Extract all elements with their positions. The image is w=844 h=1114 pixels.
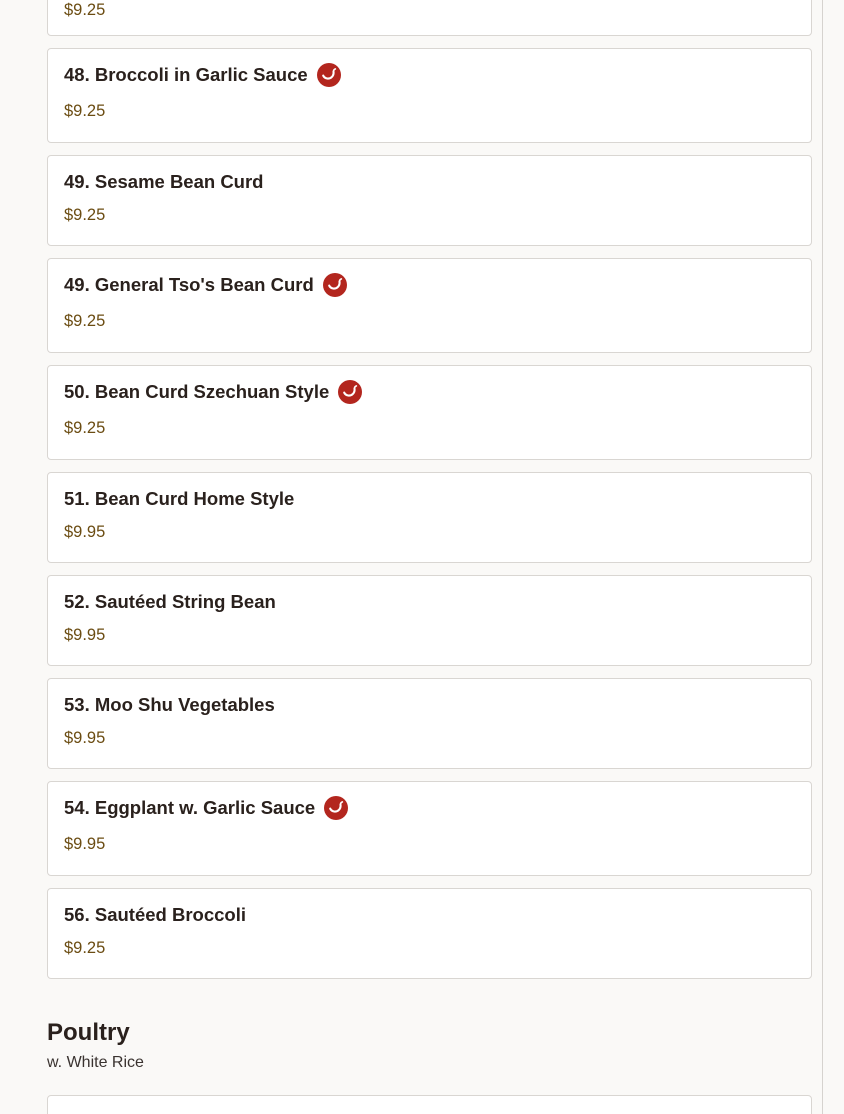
menu-item-price: $9.25 bbox=[64, 1, 106, 19]
menu-item-card[interactable] bbox=[47, 781, 812, 876]
menu-item-card[interactable] bbox=[47, 155, 812, 246]
menu-item-list bbox=[47, 0, 812, 991]
menu-item-title-row bbox=[64, 274, 795, 296]
menu-item-title-row bbox=[64, 381, 795, 403]
menu-item-price: $9.95 bbox=[64, 626, 106, 644]
menu-item-name: 48. Broccoli in Garlic Sauce bbox=[64, 64, 308, 85]
menu-item-card[interactable] bbox=[47, 48, 812, 143]
menu-item-card[interactable] bbox=[47, 258, 812, 353]
menu-item-title-row bbox=[64, 904, 795, 926]
menu-item-price: $9.95 bbox=[64, 835, 106, 853]
menu-item-card[interactable] bbox=[47, 365, 812, 460]
menu-item-name: 49. General Tso's Bean Curd bbox=[64, 274, 314, 295]
chili-pepper-icon bbox=[338, 380, 362, 404]
menu-item-title-row bbox=[64, 171, 795, 193]
menu-item-price: $9.25 bbox=[64, 206, 106, 224]
menu-item-card[interactable] bbox=[47, 678, 812, 769]
menu-item-price: $9.95 bbox=[64, 729, 106, 747]
chili-pepper-icon bbox=[323, 273, 347, 297]
menu-item-name: 54. Eggplant w. Garlic Sauce bbox=[64, 797, 316, 818]
menu-item-price: $9.25 bbox=[64, 939, 106, 957]
chili-pepper-icon bbox=[317, 63, 341, 87]
menu-item-title-row bbox=[64, 694, 795, 716]
menu-item-card[interactable] bbox=[47, 575, 812, 666]
section-title: Poultry bbox=[47, 1019, 130, 1046]
menu-item-name: 50. Bean Curd Szechuan Style bbox=[64, 381, 330, 402]
menu-item-title-row bbox=[64, 591, 795, 613]
section-subtitle: w. White Rice bbox=[47, 1054, 144, 1071]
menu-item-card[interactable] bbox=[47, 888, 812, 979]
menu-item-price: $9.25 bbox=[64, 419, 106, 437]
menu-item-name: 49. Sesame Bean Curd bbox=[64, 171, 264, 192]
menu-item-title-row bbox=[64, 488, 795, 510]
menu-item-card[interactable] bbox=[47, 1095, 812, 1114]
section-header-poultry bbox=[47, 1017, 812, 1072]
page-divider bbox=[822, 0, 823, 1114]
menu-item-name: 52. Sautéed String Bean bbox=[64, 591, 276, 612]
menu-item-title-row bbox=[64, 64, 795, 86]
chili-pepper-icon bbox=[324, 796, 348, 820]
menu-item-name: 53. Moo Shu Vegetables bbox=[64, 694, 275, 715]
menu-item-name: 51. Bean Curd Home Style bbox=[64, 488, 295, 509]
menu-item-price: $9.25 bbox=[64, 102, 106, 120]
menu-item-name: 56. Sautéed Broccoli bbox=[64, 904, 246, 925]
menu-item-price: $9.95 bbox=[64, 523, 106, 541]
menu-item-title-row bbox=[64, 797, 795, 819]
menu-item-card[interactable] bbox=[47, 0, 812, 36]
menu-item-card[interactable] bbox=[47, 472, 812, 563]
menu-item-price: $9.25 bbox=[64, 312, 106, 330]
